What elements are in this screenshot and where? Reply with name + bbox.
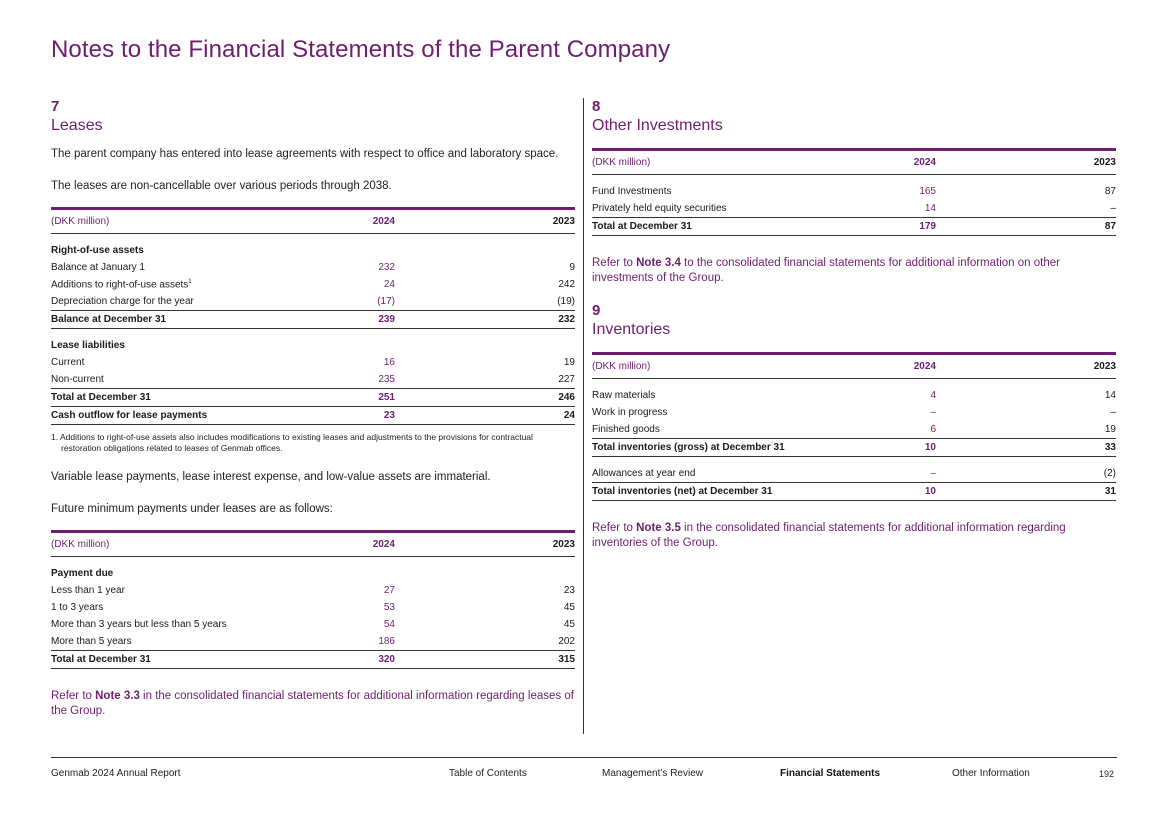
note-link[interactable]: Note 3.3 — [95, 690, 140, 702]
table-row: More than 3 years but less than 5 years 54 45 — [51, 619, 575, 630]
total-row: Total inventories (gross) at December 31 10 33 — [592, 439, 1116, 457]
note-number: 8 — [592, 98, 601, 115]
paragraph: Future minimum payments under leases are as follows: — [51, 503, 333, 515]
unit-header: (DKK million) — [592, 354, 856, 379]
table-header — [51, 532, 575, 557]
section-heading: Payment due — [51, 568, 114, 579]
year-2024-header: 2024 — [315, 532, 515, 557]
future-payments-table — [51, 530, 575, 669]
paragraph: The parent company has entered into lease agreements with respect to office and laboratory space. — [51, 148, 559, 160]
note-link[interactable]: Note 3.5 — [636, 522, 681, 534]
unit-header: (DKK million) — [592, 150, 856, 175]
paragraph: Variable lease payments, lease interest expense, and low-value assets are immaterial. — [51, 471, 491, 483]
total-row: Total at December 31 320 315 — [51, 651, 575, 669]
page-number: 192 — [1099, 769, 1115, 779]
unit-header: (DKK million) — [51, 209, 315, 234]
note-link[interactable]: Note 3.4 — [636, 257, 681, 269]
year-2023-header: 2023 — [1056, 150, 1116, 175]
note-number: 9 — [592, 302, 601, 319]
year-2024-header: 2024 — [856, 150, 1056, 175]
table-row: Privately held equity securities 14 – — [592, 203, 1116, 214]
table-row: Less than 1 year 27 23 — [51, 585, 575, 596]
table-header — [592, 150, 1116, 175]
table-row: Allowances at year end – (2) — [592, 468, 1116, 479]
section-heading: Lease liabilities — [51, 340, 125, 351]
nav-other-information[interactable]: Other Information — [952, 768, 1030, 779]
table-row: Depreciation charge for the year (17) (19) — [51, 296, 575, 307]
footnote-marker: 1 — [188, 278, 192, 285]
nav-managements-review[interactable]: Management’s Review — [602, 768, 703, 779]
note-reference: Refer to Note 3.5 in the consolidated financial statements for additional information regarding inventories of the Group. — [592, 522, 1066, 549]
leases-table — [51, 207, 575, 425]
year-2023-header: 2023 — [1056, 354, 1116, 379]
note-title: Inventories — [592, 321, 671, 338]
year-2024-header: 2024 — [856, 354, 1056, 379]
section-heading: Right-of-use assets — [51, 245, 144, 256]
table-row: Additions to right-of-use assets$^1$ 24 242 — [51, 278, 575, 291]
inventories-table — [592, 352, 1116, 501]
other-investments-table — [592, 148, 1116, 236]
note-title: Leases — [51, 117, 103, 134]
footer-divider — [51, 757, 1117, 758]
total-row: Total at December 31 179 87 — [592, 218, 1116, 236]
table-row: Non-current 235 227 — [51, 374, 575, 385]
report-name: Genmab 2024 Annual Report — [51, 768, 181, 779]
total-row: Balance at December 31 239 232 — [51, 311, 575, 329]
total-row: Cash outflow for lease payments 23 24 — [51, 407, 575, 425]
table-row: Current 16 19 — [51, 357, 575, 368]
table-header — [51, 209, 575, 234]
year-2024-header: 2024 — [315, 209, 515, 234]
table-row: Finished goods 6 19 — [592, 424, 1116, 435]
year-2023-header: 2023 — [515, 532, 575, 557]
footnote: 1. Additions to right-of-use assets also includes modifications to existing leases and adjustments to the provisions for contractual restoration obligations related to leases of Genmab offices. — [51, 432, 533, 453]
table-row: Raw materials 4 14 — [592, 390, 1116, 401]
note-title: Other Investments — [592, 117, 723, 134]
notes-8-9 — [592, 98, 1116, 551]
note-reference: Refer to Note 3.3 in the consolidated financial statements for additional information regarding leases of the Group. — [51, 690, 574, 717]
year-2023-header: 2023 — [515, 209, 575, 234]
paragraph: The leases are non-cancellable over various periods through 2038. — [51, 180, 392, 192]
unit-header: (DKK million) — [51, 532, 315, 557]
table-header — [592, 354, 1116, 379]
table-row: More than 5 years 186 202 — [51, 636, 575, 647]
column-divider — [583, 98, 584, 734]
page-title: Notes to the Financial Statements of the Parent Company — [51, 36, 671, 63]
note-reference: Refer to Note 3.4 to the consolidated financial statements for additional information on other investments of the Group. — [592, 257, 1060, 284]
table-row: 1 to 3 years 53 45 — [51, 602, 575, 613]
nav-table-of-contents[interactable]: Table of Contents — [449, 768, 527, 779]
note-number: 7 — [51, 98, 60, 115]
total-row: Total at December 31 251 246 — [51, 389, 575, 407]
note-7-leases — [51, 98, 575, 719]
table-row: Work in progress – – — [592, 407, 1116, 418]
total-row: Total inventories (net) at December 31 10 31 — [592, 483, 1116, 501]
table-row: Balance at January 1 232 9 — [51, 262, 575, 273]
nav-financial-statements[interactable]: Financial Statements — [780, 768, 881, 779]
table-row: Fund Investments 165 87 — [592, 186, 1116, 197]
